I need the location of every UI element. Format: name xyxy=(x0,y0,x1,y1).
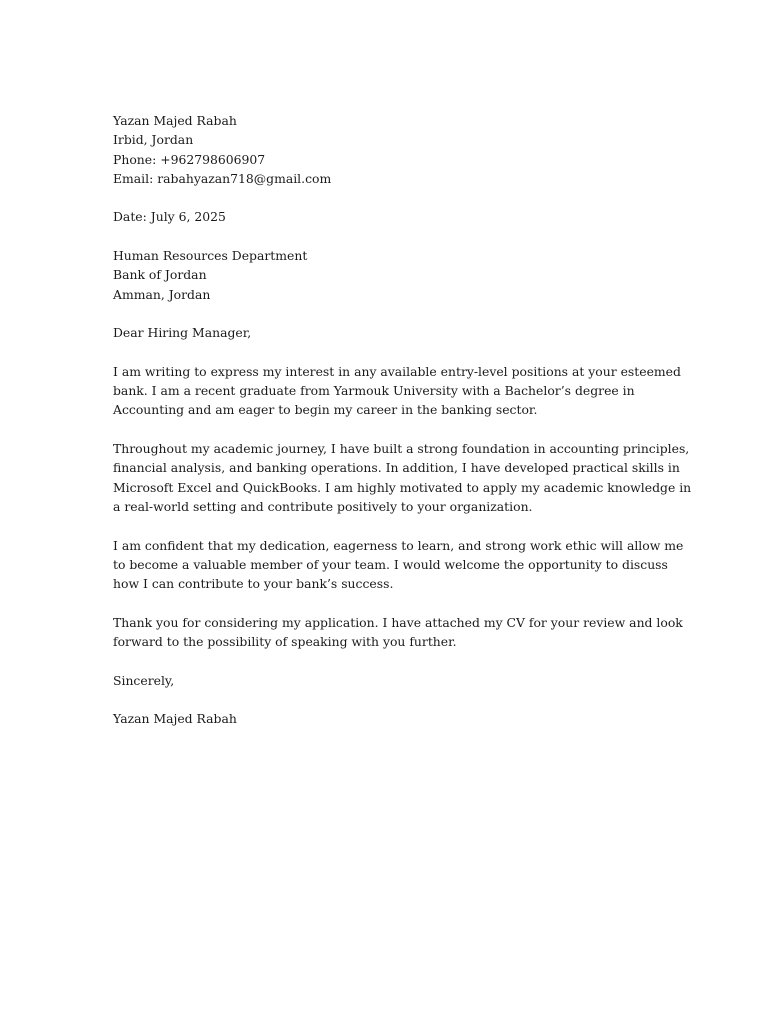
salutation-block xyxy=(113,323,673,342)
paragraph-line: forward to the possibility of speaking with you further. xyxy=(113,634,457,650)
sender-phone: Phone: +962798606907 xyxy=(113,151,266,167)
paragraph-line: Throughout my academic journey, I have built a strong foundation in accounting principles, xyxy=(113,441,690,457)
paragraph-line: I am writing to express my interest in any available entry-level positions at your esteemed xyxy=(113,363,681,379)
sender-city: Irbid, Jordan xyxy=(113,132,194,148)
recipient-address-block xyxy=(113,246,673,304)
paragraph-line: how I can contribute to your bank’s success. xyxy=(113,576,394,592)
salutation: Dear Hiring Manager, xyxy=(113,325,252,341)
body-paragraph-2 xyxy=(113,439,692,516)
paragraph-line: Thank you for considering my application. I have attached my CV for your review and look xyxy=(113,614,683,630)
letter-date: Date: July 6, 2025 xyxy=(113,209,226,225)
body-paragraph-1 xyxy=(113,362,681,420)
paragraph-line: Accounting and am eager to begin my career in the banking sector. xyxy=(113,402,538,418)
letter-page xyxy=(113,111,692,748)
closing-block xyxy=(113,671,673,690)
body-paragraph-3 xyxy=(113,536,684,594)
recipient-city: Amman, Jordan xyxy=(113,286,211,302)
signature-name: Yazan Majed Rabah xyxy=(113,711,237,727)
paragraph-line: Microsoft Excel and QuickBooks. I am highly motivated to apply my academic knowledge in xyxy=(113,479,692,495)
recipient-department: Human Resources Department xyxy=(113,248,308,264)
recipient-company: Bank of Jordan xyxy=(113,267,207,283)
paragraph-line: financial analysis, and banking operations. In addition, I have developed practical skills in xyxy=(113,460,680,476)
paragraph-line: a real-world setting and contribute positively to your organization. xyxy=(113,498,533,514)
paragraph-line: bank. I am a recent graduate from Yarmouk University with a Bachelor’s degree in xyxy=(113,383,635,399)
sender-email: Email: rabahyazan718@gmail.com xyxy=(113,170,332,186)
body-paragraph-4 xyxy=(113,613,683,652)
paragraph-line: I am confident that my dedication, eagerness to learn, and strong work ethic will allow me xyxy=(113,537,684,553)
date-block xyxy=(113,207,673,226)
signature-block xyxy=(113,709,673,728)
sender-name: Yazan Majed Rabah xyxy=(113,113,237,128)
sender-address-block xyxy=(113,111,673,188)
closing: Sincerely, xyxy=(113,672,175,688)
paragraph-line: to become a valuable member of your team. I would welcome the opportunity to discuss xyxy=(113,556,668,572)
